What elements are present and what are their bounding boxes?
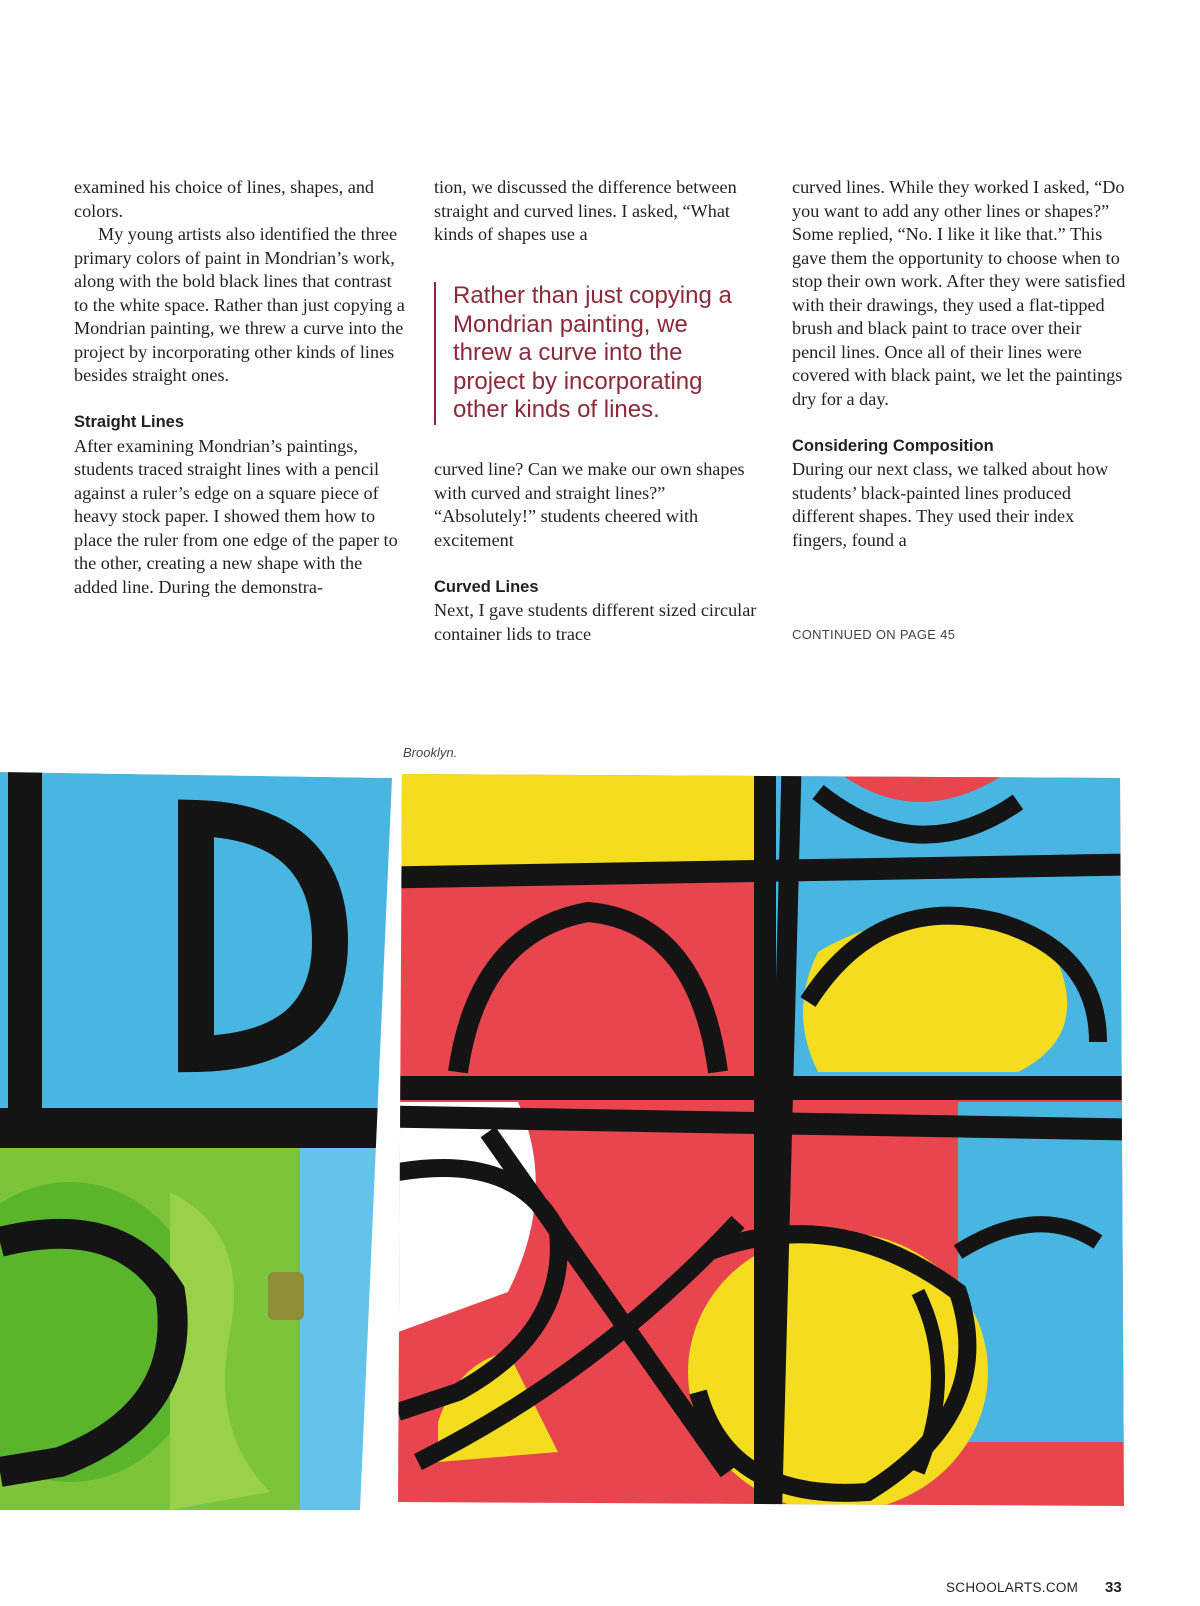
article-column-left: [74, 176, 410, 599]
pull-quote: Rather than just copying a Mondrian painting, we threw a curve into the project by incorporating other kinds of lines.: [434, 282, 753, 425]
continued-notice: CONTINUED ON PAGE 45: [792, 627, 956, 642]
article-column-middle-lower: [434, 458, 770, 646]
body-paragraph: curved line? Can we make our own shapes with curved and straight lines?” “Absolutely!” students cheered with excitement: [434, 459, 745, 550]
section-heading-straight-lines: Straight Lines: [74, 413, 185, 431]
article-column-middle: [434, 176, 770, 247]
photo-caption: Brooklyn.: [403, 745, 458, 760]
body-paragraph: After examining Mondrian’s paintings, students traced straight lines with a pencil against a ruler’s edge on a square piece of heavy stock paper. I showed them how to place the ruler from one edge of the paper to the other, creating a new shape with the added line. During the demonstra-: [74, 435, 398, 597]
section-heading-curved-lines: Curved Lines: [434, 577, 539, 596]
body-paragraph: curved lines. While they worked I asked, “Do you want to add any other lines or shapes?” Some replied, “No. I like it like that.” This gave them the opportunity to choose when to stop their own work. After they were satisfied with their drawings, they used a flat-tipped brush and black paint to trace over their pencil lines. Once all of their lines were covered with black paint, we let the paintings dry for a day.: [792, 177, 1126, 409]
footer-site: SCHOOLARTS.COM: [946, 1580, 1079, 1595]
article-column-right: [792, 176, 1128, 552]
section-heading-considering-composition: Considering Composition: [792, 436, 994, 455]
body-paragraph: During our next class, we talked about how students’ black-painted lines produced different shapes. They used their index fingers, found a: [792, 459, 1109, 550]
body-paragraph: Next, I gave students different sized circular container lids to trace: [434, 600, 757, 644]
student-artwork-left: [0, 772, 392, 1510]
student-artwork-brooklyn: [398, 772, 1124, 1506]
body-paragraph: tion, we discussed the difference between straight and curved lines. I asked, “What kinds of shapes use a: [434, 177, 737, 244]
body-paragraph: examined his choice of lines, shapes, and colors.: [74, 177, 375, 221]
page-number: 33: [1105, 1579, 1122, 1596]
body-paragraph: My young artists also identified the three primary colors of paint in Mondrian’s work, along with the bold black lines that contrast to the white space. Rather than just copying a Mondrian painting, we threw a curve into the project by incorporating other kinds of lines besides straight ones.: [74, 224, 405, 385]
